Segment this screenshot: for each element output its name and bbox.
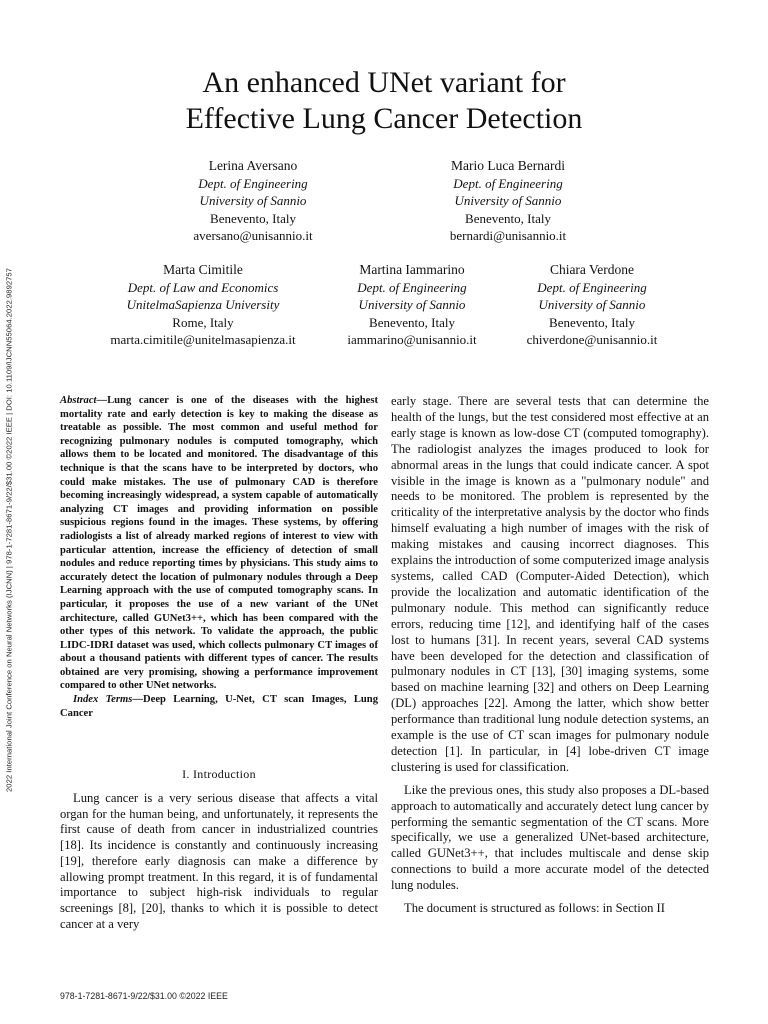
abstract-text: —Lung cancer is one of the diseases with the highest mortality rate and early detection is key to making the disease as treatable as possible. The most common and useful method for recognizing pulmonary nodules is computed tomography, which allows them to be located and monitored. The disadvantage of this technique is that the scans have to be interpreted by doctors, who could make mistakes. The use of pulmonary CAD is therefore becoming increasingly widespread, a system capable of automatically analyzing CT images and providing information on possible suspicious regions found in the images. These systems, by offering radiologists a list of already marked regions of interest to view with particular attention, increase the efficiency of detection of small nodules and reduce reporting times by physicians. This study aims to accurately detect the location of pulmonary nodules through a Deep Learning approach with the use of computed tomography scans. In particular, it proposes the use of a new variant of the UNet architecture, called GUNet3++, which has been compared with the other types of this network. To validate the approach, the public LIDC-IDRI dataset was used, which collects pulmonary CT images of about a thousand patients with different types of cancer. The results obtained are very promising, showing a performance improvement compared to other UNet networks. <box>60 395 378 692</box>
index-terms <box>60 693 378 720</box>
intro-paragraph: Lung cancer is a very serious disease that affects a vital organ for the human being, and unfortunately, it represents the first cause of death from cancer in industrialized countries [18]. Its incidence is constantly and continuously increasing [19], therefore early diagnosis can make a difference by allowing prompt treatment. In this regard, it is of fundamental importance to subject high-risk individuals to regular screenings [8], [20], thanks to which it is possible to detect cancer at a very <box>60 791 378 931</box>
author-email: chiverdone@unisannio.it <box>526 332 658 347</box>
author-name: Martina Iammarino <box>359 262 465 277</box>
author-email: aversano@unisannio.it <box>193 228 313 243</box>
author-dept: Dept. of Engineering <box>537 279 647 295</box>
author-university: University of Sannio <box>358 297 466 312</box>
author-name: Marta Cimitile <box>163 262 243 277</box>
abstract-paragraph <box>60 394 378 693</box>
author-city: Benevento, Italy <box>549 314 635 330</box>
author-university: University of Sannio <box>454 193 562 208</box>
author-block <box>347 261 476 349</box>
right-column <box>391 394 709 924</box>
author-block <box>193 157 312 245</box>
title-line-1: An enhanced UNet variant for <box>202 66 566 99</box>
paper-title <box>0 65 768 137</box>
author-email: marta.cimitile@unitelmasapienza.it <box>110 332 296 347</box>
author-city: Rome, Italy <box>172 314 234 330</box>
index-terms-label: Index Terms <box>73 694 133 706</box>
index-terms-text: —Deep Learning, U-Net, CT scan Images, Lung Cancer <box>60 694 378 719</box>
author-email: bernardi@unisannio.it <box>449 228 567 243</box>
author-name: Chiara Verdone <box>549 262 635 277</box>
author-dept: Dept. of Engineering <box>357 279 467 295</box>
author-university: University of Sannio <box>538 297 646 312</box>
author-city: Benevento, Italy <box>465 210 551 226</box>
author-city: Benevento, Italy <box>369 314 455 330</box>
abstract <box>60 394 378 720</box>
intro-left-column <box>60 791 378 932</box>
author-name: Mario Luca Bernardi <box>451 158 565 173</box>
author-block <box>110 261 295 349</box>
author-dept: Dept. of Engineering <box>453 175 563 191</box>
author-dept: Dept. of Engineering <box>198 175 308 191</box>
author-name: Lerina Aversano <box>208 158 298 173</box>
section-heading: I. Introduction <box>182 767 256 781</box>
author-university: University of Sannio <box>199 193 307 208</box>
author-dept: Dept. of Law and Economics <box>127 279 279 295</box>
author-email: iammarino@unisannio.it <box>347 332 477 347</box>
abstract-label: Abstract <box>60 395 97 406</box>
body-paragraph: Like the previous ones, this study also proposes a DL-based approach to automatically and accurately detect lung cancer by performing the semantic segmentation of the CT scans. More specifically, we use a generalized UNet-based architecture, called GUNet3++, that includes multiscale and dense skip connections to build a more accurate model of the detected lung nodules. <box>391 782 709 893</box>
body-paragraph: early stage. There are several tests that can determine the health of the lungs, but the test considered most effective at an early stage is known as low-dose CT (computed tomography). The radiologist analyzes the images produced to look for abnormal areas in the lungs that could indicate cancer. A spot visible in the image is known as a "pulmonary nodule" and needs to be monitored. The problem is represented by the criticality of the interpretative analysis by the doctor who finds himself evaluating a high number of images with the risk of making mistakes and causing incorrect diagnoses. This explains the introduction of some computerized image analysis systems, called CAD (Computer-Aided Detection), which provide the localization and automatic identification of the pulmonary nodule. This method can significantly reduce errors, reducing time [12], and identifying half of the cases lost to humans [31]. In recent years, several CAD systems have been developed for the detection and classification of pulmonary nodules in CT [13], [30] imaging systems, some based on machine learning [32] and others on Deep Learning (DL) approaches [22]. Among the latter, which show better performance than traditional lung nodule detection systems, an example is the use of CT scan images for pulmonary nodule detection [1]. In particular, in [4] lobe-driven CT image clustering is used for classification. <box>391 394 709 774</box>
body-paragraph: The document is structured as follows: in Section II <box>404 901 665 916</box>
side-margin-citation <box>2 80 16 980</box>
side-citation-text: 2022 International Joint Conference on Neural Networks (IJCNN) | 978-1-7281-8671-9/22/$31.00 ©2022 IEEE | DOI: 10.1109/IJCNN55064.2022.9892757 <box>4 268 14 792</box>
author-block <box>450 157 566 245</box>
author-block <box>527 261 658 349</box>
copyright-footer: 978-1-7281-8671-9/22/$31.00 ©2022 IEEE <box>60 991 228 1001</box>
title-line-2: Effective Lung Cancer Detection <box>185 102 583 135</box>
author-university: UnitelmaSapienza University <box>126 297 280 312</box>
author-city: Benevento, Italy <box>210 210 296 226</box>
